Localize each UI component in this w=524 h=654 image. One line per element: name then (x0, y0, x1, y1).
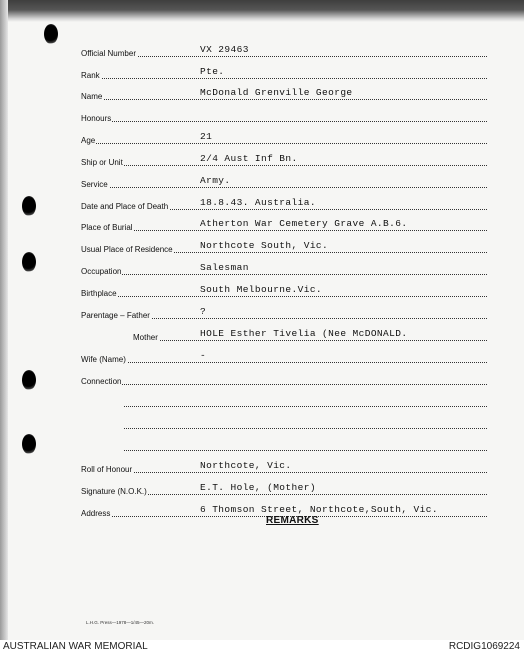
value-death: 18.8.43. Australia. (200, 197, 316, 208)
label-official-number: Official Number (81, 49, 136, 58)
row-burial (0, 216, 524, 232)
label-father: Parentage – Father (81, 311, 150, 320)
label-name: Name (81, 92, 103, 101)
row-mother (0, 326, 524, 342)
value-birthplace: South Melbourne.Vic. (200, 284, 323, 295)
label-service: Service (81, 180, 108, 189)
row-address (0, 502, 524, 518)
row-death (0, 195, 524, 211)
dotted-line (81, 121, 487, 122)
value-official-number: VX 29463 (200, 44, 249, 55)
value-address: 6 Thomson Street, Northcote,South, Vic. (200, 504, 438, 515)
label-age: Age (81, 136, 96, 145)
row-connection (0, 370, 524, 386)
dotted-line (124, 428, 487, 429)
value-rank: Pte. (200, 66, 225, 77)
label-roll-of-honour: Roll of Honour (81, 465, 133, 474)
label-signature: Signature (N.O.K.) (81, 487, 147, 496)
value-roll-of-honour: Northcote, Vic. (200, 460, 292, 471)
dotted-line (81, 99, 487, 100)
row-connection-blank (0, 392, 524, 408)
dotted-line (133, 340, 487, 341)
label-residence: Usual Place of Residence (81, 245, 173, 254)
value-wife: - (200, 350, 207, 361)
dotted-line (81, 384, 487, 385)
dotted-line (81, 56, 487, 57)
value-service: Army. (200, 175, 231, 186)
row-occupation (0, 260, 524, 276)
value-ship-or-unit: 2/4 Aust Inf Bn. (200, 153, 298, 164)
row-name (0, 85, 524, 101)
footer-institution: AUSTRALIAN WAR MEMORIAL (3, 641, 148, 652)
value-name: McDonald Grenville George (200, 87, 353, 98)
label-death: Date and Place of Death (81, 202, 169, 211)
value-father: ? (200, 306, 207, 317)
dotted-line (81, 274, 487, 275)
label-mother: Mother (133, 333, 158, 342)
archive-footer (0, 640, 524, 654)
row-connection-blank (0, 436, 524, 452)
label-rank: Rank (81, 71, 100, 80)
scan-shadow-top (0, 0, 524, 22)
value-residence: Northcote South, Vic. (200, 240, 329, 251)
dotted-line (81, 472, 487, 473)
printer-imprint: L.H.G. Press—1978—1/45—20m. (86, 620, 155, 625)
dotted-line (81, 143, 487, 144)
row-signature (0, 480, 524, 496)
dotted-line (81, 230, 487, 231)
label-burial: Place of Burial (81, 223, 133, 232)
dotted-line (81, 78, 487, 79)
punch-hole-icon (44, 24, 58, 44)
dotted-line (81, 296, 487, 297)
row-ship-or-unit (0, 151, 524, 167)
label-wife: Wife (Name) (81, 355, 126, 364)
dotted-line (124, 406, 487, 407)
label-connection: Connection (81, 377, 122, 386)
dotted-line (124, 450, 487, 451)
row-residence (0, 238, 524, 254)
label-ship-or-unit: Ship or Unit (81, 158, 123, 167)
label-honours: Honours (81, 114, 112, 123)
dotted-line (81, 362, 487, 363)
label-occupation: Occupation (81, 267, 122, 276)
row-age (0, 129, 524, 145)
footer-record-id: RCDIG1069224 (448, 641, 520, 652)
dotted-line (81, 187, 487, 188)
dotted-line (81, 165, 487, 166)
label-birthplace: Birthplace (81, 289, 117, 298)
row-rank (0, 64, 524, 80)
remarks-heading: REMARKS (266, 515, 319, 526)
row-birthplace (0, 282, 524, 298)
row-wife (0, 348, 524, 364)
value-occupation: Salesman (200, 262, 249, 273)
label-address: Address (81, 509, 111, 518)
row-connection-blank (0, 414, 524, 430)
row-roll-of-honour (0, 458, 524, 474)
row-honours (0, 107, 524, 123)
value-mother: HOLE Esther Tivelia (Nee McDONALD. (200, 328, 408, 339)
row-father (0, 304, 524, 320)
row-official-number (0, 42, 524, 58)
value-signature: E.T. Hole, (Mother) (200, 482, 316, 493)
value-burial: Atherton War Cemetery Grave A.B.6. (200, 218, 408, 229)
row-service (0, 173, 524, 189)
value-age: 21 (200, 131, 213, 142)
